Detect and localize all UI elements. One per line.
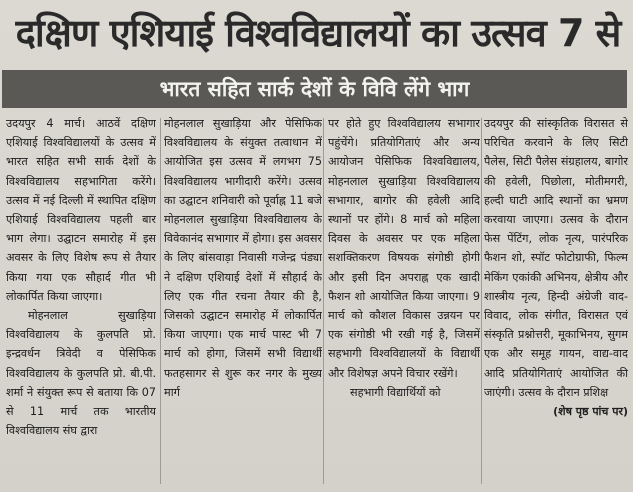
paragraph: पर होते हुए विश्वविद्यालय सभागार पहुंचेंगे। प्रतियोगिताएं और अन्य आयोजन पेसिफिक विश्वविद्यालय, मोहनलाल सुखाड़िया विश्वविद्यालय सभागार, बागोर की हवेली आदि स्थानों पर होंगे। 8 मार्च को महिला दिवस के अवसर पर एक महिला सशक्तिकरण विषयक संगोष्ठी होगी और इसी दिन अपराह्न एक खादी फैशन शो आयोजित किया जाएगा। 9 मार्च को कौशल विकास उन्नयन पर एक संगोष्ठी भी रखी गई है, जिसमें सहभागी विश्वविद्यालयों के विद्यार्थी और विशेषज्ञ अपने विचार रखेंगे। [328, 117, 480, 380]
paragraph: उदयपुर 4 मार्च। आठवें दक्षिण एशियाई विश्वविद्यालयों के उत्सव में भारत सहित सभी सार्क देशों के विश्वविद्यालय सहभागिता करेंगे। उत्सव में नई दिल्ली में स्थापित दक्षिण एशियाई विश्वविद्यालय पहली बार भाग लेगा। उद्घाटन समारोह में इस अवसर के लिए विशेष रूप से तैयार किया गया एक सौहार्द गीत भी लोकार्पित किया जाएगा। [6, 117, 156, 303]
subheadline-bar [2, 70, 627, 108]
article-column-1 [6, 114, 156, 488]
article-body [6, 114, 626, 488]
article-column-2 [164, 114, 322, 488]
paragraph: मोहनलाल सुखाड़िया और पेसिफिक विश्वविद्यालय के संयुक्त तत्वाधान में आयोजित इस उत्सव में लगभग 75 विश्वविद्यालय भागीदारी करेंगे। उत्सव का उद्घाटन शनिवारी को पूर्वाह्न 11 बजे मोहनलाल सुखाड़िया विश्वविद्यालय के विवेकानंद सभागार में होगा। इस अवसर के लिए बांसवाड़ा निवासी गजेन्द्र पंड्या ने दक्षिण एशियाई देशों में सौहार्द के लिए एक गीत रचना तैयार की है, जिसको उद्घाटन समारोह में लोकार्पित किया जाएगा। एक मार्च पास्ट भी 7 मार्च को होगा, जिसमें सभी विद्यार्थी फतहसागर से शुरू कर नगर के मुख्य मार्ग [164, 117, 322, 399]
paragraph: मोहनलाल सुखाड़िया विश्वविद्यालय के कुलपति प्रो. इन्द्रवर्धन त्रिवेदी व पेसिफिक विश्वविद्यालय के कुलपति प्रो. बी.पी. शर्मा ने संयुक्त रूप से बताया कि 07 से 11 मार्च तक भारतीय विश्वविद्यालय संघ द्वारा [6, 309, 156, 438]
paragraph: सहभागी विद्यार्थियों को [350, 385, 441, 399]
subheadline: भारत सहित सार्क देशों के विवि लेंगे भाग [159, 77, 470, 101]
article-column-3 [328, 114, 480, 488]
article-column-4 [484, 114, 628, 488]
paragraph: उदयपुर की सांस्कृतिक विरासत से परिचित करवाने के लिए सिटी पैलेस, सिटी पैलेस संग्रहालय, बागोर की हवेली, पिछोला, मोतीमगरी, हल्दी घाटी आदि स्थानों का भ्रमण करवाया जाएगा। उत्सव के दौरान फेस पेंटिंग, लोक नृत्य, पारंपरिक फैशन शो, स्पॉट फोटोग्राफी, फिल्म मेकिंग एकांकी अभिनय, क्षेत्रीय और शास्त्रीय नृत्य, हिन्दी अंग्रेजी वाद-विवाद, लोक संगीत, विरासत एवं संस्कृति प्रश्नोत्तरी, मूकाभिनय, सुगम एक और समूह गायन, वाद्य-वाद आदि प्रतियोगिताएं आयोजित की जाएंगी। उत्सव के दौरान प्रशिक्ष [484, 117, 628, 399]
continued-on-page-note: (शेष पृष्ठ पांच पर) [553, 405, 628, 419]
headline: दक्षिण एशियाई विश्वविद्यालयों का उत्सव 7 से [15, 11, 621, 55]
